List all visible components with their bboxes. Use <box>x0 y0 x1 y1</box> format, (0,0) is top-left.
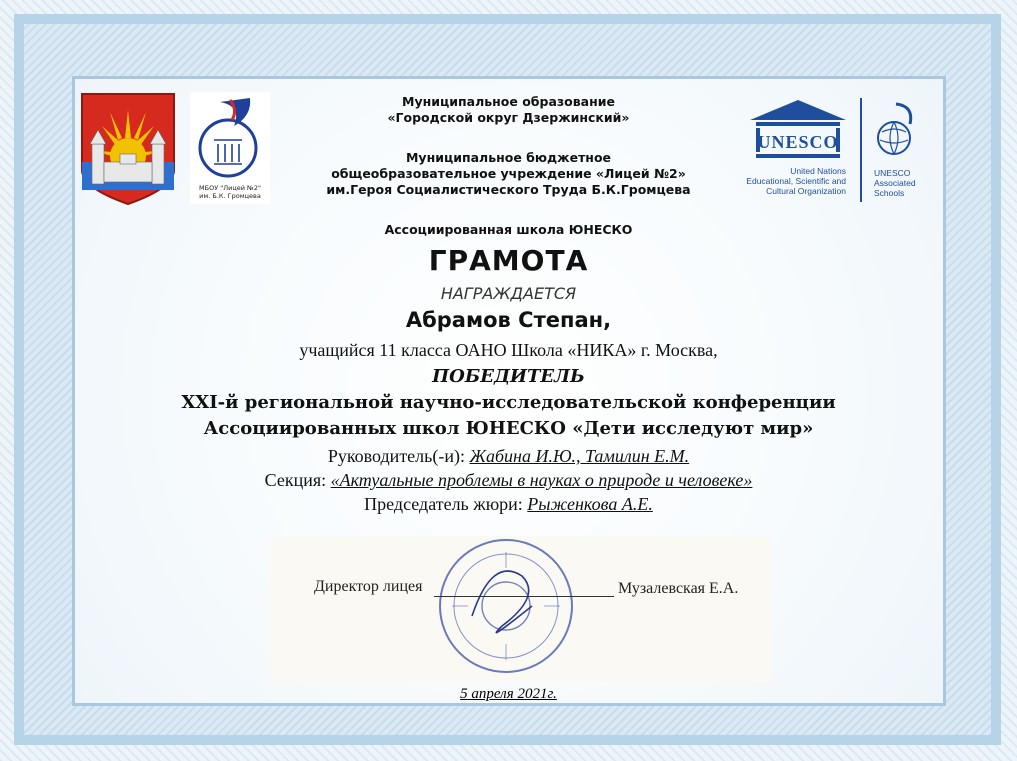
asp-caption-1: UNESCO <box>874 168 911 178</box>
conference-line-1: XXI-й региональной научно-исследовательской конференции <box>181 392 836 413</box>
jury-line <box>0 494 1017 515</box>
supervisor-value: Жабина И.Ю., Тамилин Е.М. <box>469 446 690 466</box>
header-line-2: «Городской округ Дзержинский» <box>387 110 630 125</box>
jury-label: Председатель жюри: <box>364 494 528 514</box>
header-line-3: Муниципальное бюджетное <box>405 150 612 165</box>
issue-date: 5 апреля 2021г. <box>460 686 557 702</box>
director-name: Музалевская Е.А. <box>618 580 739 597</box>
section-label: Секция: <box>264 470 331 490</box>
section-value: «Актуальные проблемы в науках о природе и человеке» <box>330 470 753 490</box>
jury-value: Рыженкова А.Е. <box>527 494 653 514</box>
award-status: ПОБЕДИТЕЛЬ <box>432 366 585 387</box>
unesco-caption-1: United Nations <box>790 166 846 176</box>
header-line-5: им.Героя Социалистического Труда Б.К.Громцева <box>326 182 691 197</box>
unesco-word: UNESCO <box>757 132 839 152</box>
recipient-name: Абрамов Степан, <box>405 308 612 332</box>
unesco-caption-3: Cultural Organization <box>766 186 846 196</box>
asp-caption-2: Associated <box>874 178 916 188</box>
supervisor-label: Руководитель(-и): <box>327 446 470 466</box>
supervisor-line <box>0 446 1017 467</box>
lyceum-caption-2: им. Б.К. Громцева <box>199 192 261 200</box>
header-line-4: общеобразовательное учреждение «Лицей №2» <box>331 166 686 181</box>
awarded-label: НАГРАЖДАЕТСЯ <box>440 284 577 303</box>
header-line-1: Муниципальное образование <box>402 94 615 109</box>
asp-caption-3: Schools <box>874 188 905 198</box>
header-line-6: Ассоциированная школа ЮНЕСКО <box>384 222 633 237</box>
certificate-title: ГРАМОТА <box>428 244 589 277</box>
section-line <box>0 470 1017 491</box>
director-label: Директор лицея <box>314 578 423 595</box>
unesco-caption-2: Educational, Scientific and <box>746 176 846 186</box>
signature-line <box>434 596 614 597</box>
student-info: учащийся 11 класса ОАНО Школа «НИКА» г. Москва, <box>299 340 718 360</box>
official-stamp-icon <box>432 536 580 676</box>
lyceum-caption-1: МБОУ "Лицей №2" <box>199 184 261 192</box>
conference-line-2: Ассоциированных школ ЮНЕСКО «Дети исследуют мир» <box>203 418 814 439</box>
